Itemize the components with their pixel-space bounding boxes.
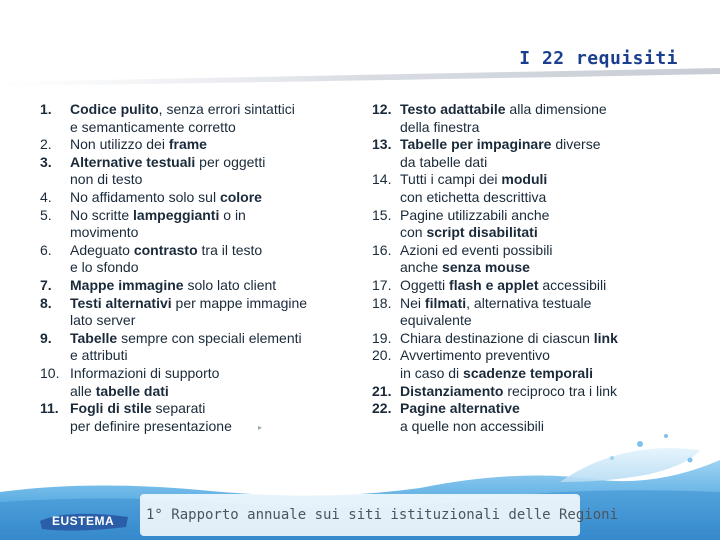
requirement-text (400, 101, 707, 136)
requirement-number: 16. (372, 241, 392, 258)
requirement-text (70, 154, 360, 189)
requirement-number: 17. (372, 276, 392, 293)
requirement-continuation: e semanticamente corretto (70, 118, 236, 135)
requirement-keyword: lampeggianti (133, 206, 220, 223)
requirement-keyword: senza mouse (442, 259, 530, 276)
requirement-text (70, 295, 360, 330)
requirement-item (40, 295, 360, 330)
requirement-keyword: Alternative testuali (70, 153, 196, 170)
eustema-logo-text: EUSTEMA (52, 514, 115, 528)
requirement-fragment: Azioni ed eventi possibili (400, 241, 553, 258)
requirement-fragment: No affidamento solo sul (70, 188, 220, 205)
requirement-keyword: moduli (501, 171, 548, 188)
requirement-number: 12. (372, 101, 392, 117)
requirement-fragment: solo lato client (183, 276, 277, 293)
requirement-continuation: e lo sfondo (70, 259, 139, 276)
requirement-fragment: accessibili (538, 276, 607, 293)
requirement-text (70, 207, 360, 242)
requirement-text (400, 207, 707, 242)
requirement-text (70, 242, 360, 277)
requirement-number: 21. (372, 382, 392, 399)
requirement-keyword: colore (219, 188, 262, 205)
requirement-continuation: della finestra (400, 118, 480, 135)
requirement-fragment: Adeguato (70, 241, 134, 258)
requirement-fragment: Non utilizzo dei (70, 136, 169, 153)
requirement-text (400, 136, 707, 171)
requirement-item (372, 101, 707, 136)
requirement-text (400, 295, 707, 330)
requirement-fragment: Pagine utilizzabili anche (400, 206, 550, 223)
requirement-keyword: frame (168, 136, 207, 153)
requirement-keyword: Testi alternativi (70, 294, 172, 311)
requirement-keyword: Tabelle per impaginare (400, 136, 552, 153)
requirement-continuation: lato server (70, 312, 136, 329)
requirement-fragment: o in (219, 206, 246, 223)
requirement-fragment: No scritte (70, 206, 134, 223)
requirement-number: 7. (40, 276, 52, 293)
requirement-text (70, 189, 360, 207)
requirement-fragment: Tutti i campi dei (400, 171, 502, 188)
requirement-fragment: Chiara destinazione di ciascun (400, 329, 594, 346)
requirement-continuation: a quelle non accessibili (400, 417, 544, 434)
requirement-keyword: contrasto (133, 241, 198, 258)
requirement-keyword: filmati (424, 294, 467, 311)
requirement-item (372, 136, 707, 171)
requirement-number: 15. (372, 206, 392, 223)
requirement-item (372, 277, 707, 295)
footer-caption: 1° Rapporto annuale sui siti istituzionali delle Regioni (146, 507, 619, 523)
requirement-number: 8. (40, 294, 52, 311)
requirement-fragment: reciproco tra i link (503, 382, 618, 399)
requirement-keyword: script disabilitati (426, 224, 538, 241)
requirement-continuation: e attributi (70, 347, 128, 364)
requirement-text (400, 330, 707, 348)
requirement-number: 9. (40, 329, 52, 346)
requirement-text (400, 277, 707, 295)
requirement-fragment: per oggetti (195, 153, 266, 170)
requirement-keyword: tabelle dati (95, 382, 169, 399)
requirement-keyword: Distanziamento (400, 382, 504, 399)
requirement-continuation: anche (400, 259, 443, 276)
requirement-continuation: per definire presentazione (70, 417, 232, 434)
requirement-number: 10. (40, 364, 60, 381)
requirement-item (40, 365, 360, 400)
requirement-text (70, 330, 360, 365)
requirement-continuation: equivalente (400, 312, 472, 329)
requirement-fragment: , senza errori sintattici (158, 101, 295, 117)
requirement-continuation: con (400, 224, 427, 241)
requirement-number: 18. (372, 294, 392, 311)
requirement-text (400, 347, 707, 382)
requirement-keyword: Fogli di stile (70, 400, 152, 417)
requirement-number: 20. (372, 347, 392, 364)
requirement-item (40, 189, 360, 207)
requirement-item (40, 330, 360, 365)
requirement-keyword: scadenze temporali (463, 364, 593, 381)
requirement-continuation: movimento (70, 224, 139, 241)
requirement-number: 1. (40, 101, 52, 117)
requirement-item (40, 101, 360, 136)
requirement-keyword: flash e applet (449, 276, 539, 293)
requirement-number: 6. (40, 241, 52, 258)
requirement-item (372, 242, 707, 277)
requirement-number: 19. (372, 329, 392, 346)
small-arrow-icon: ▸ (258, 423, 263, 432)
requirement-keyword: Mappe immagine (70, 276, 184, 293)
requirement-text (70, 136, 360, 154)
requirement-number: 3. (40, 153, 52, 170)
requirement-keyword: Codice pulito (70, 101, 159, 117)
requirement-item (372, 383, 707, 401)
requirement-fragment: tra il testo (197, 241, 263, 258)
requirement-fragment: sempre con speciali elementi (117, 329, 302, 346)
requirement-text (70, 101, 360, 136)
requirement-item (372, 207, 707, 242)
requirement-number: 5. (40, 206, 52, 223)
requirement-text (400, 383, 707, 401)
requirement-continuation: con etichetta descrittiva (400, 188, 547, 205)
requirement-fragment: Informazioni di supporto (70, 364, 220, 381)
requirement-continuation: in caso di (400, 364, 464, 381)
requirement-keyword: Tabelle (70, 329, 118, 346)
requirement-keyword: link (593, 329, 618, 346)
slide-title: I 22 requisiti (519, 48, 678, 69)
requirements-list-left (40, 101, 360, 435)
requirement-item (372, 295, 707, 330)
requirement-fragment: diverse (551, 136, 601, 153)
requirement-number: 13. (372, 136, 392, 153)
requirement-text (400, 171, 707, 206)
requirement-fragment: , alternativa testuale (466, 294, 592, 311)
requirement-item (40, 207, 360, 242)
requirement-item (40, 154, 360, 189)
requirement-fragment: Nei (400, 294, 425, 311)
requirement-text (70, 365, 360, 400)
requirement-item (40, 136, 360, 154)
requirement-number: 14. (372, 171, 392, 188)
requirement-continuation: alle (70, 382, 96, 399)
requirement-item (40, 277, 360, 295)
requirement-fragment: Avvertimento preventivo (400, 347, 550, 364)
requirement-keyword: Pagine alternative (400, 400, 520, 417)
requirement-number: 4. (40, 188, 52, 205)
requirement-number: 11. (40, 400, 59, 417)
requirement-item (40, 242, 360, 277)
requirement-item (372, 171, 707, 206)
requirement-fragment: per mappe immagine (171, 294, 308, 311)
requirement-number: 2. (40, 136, 52, 153)
requirement-continuation: da tabelle dati (400, 153, 488, 170)
requirement-keyword: Testo adattabile (400, 101, 506, 117)
requirement-fragment: Oggetti (400, 276, 450, 293)
requirement-text (400, 242, 707, 277)
requirement-fragment: separati (151, 400, 206, 417)
requirement-number: 22. (372, 400, 392, 417)
requirement-text (70, 277, 360, 295)
requirement-continuation: non di testo (70, 171, 143, 188)
requirement-item (372, 330, 707, 348)
requirement-fragment: alla dimensione (505, 101, 607, 117)
requirements-list-right (372, 101, 707, 435)
requirement-item (372, 347, 707, 382)
